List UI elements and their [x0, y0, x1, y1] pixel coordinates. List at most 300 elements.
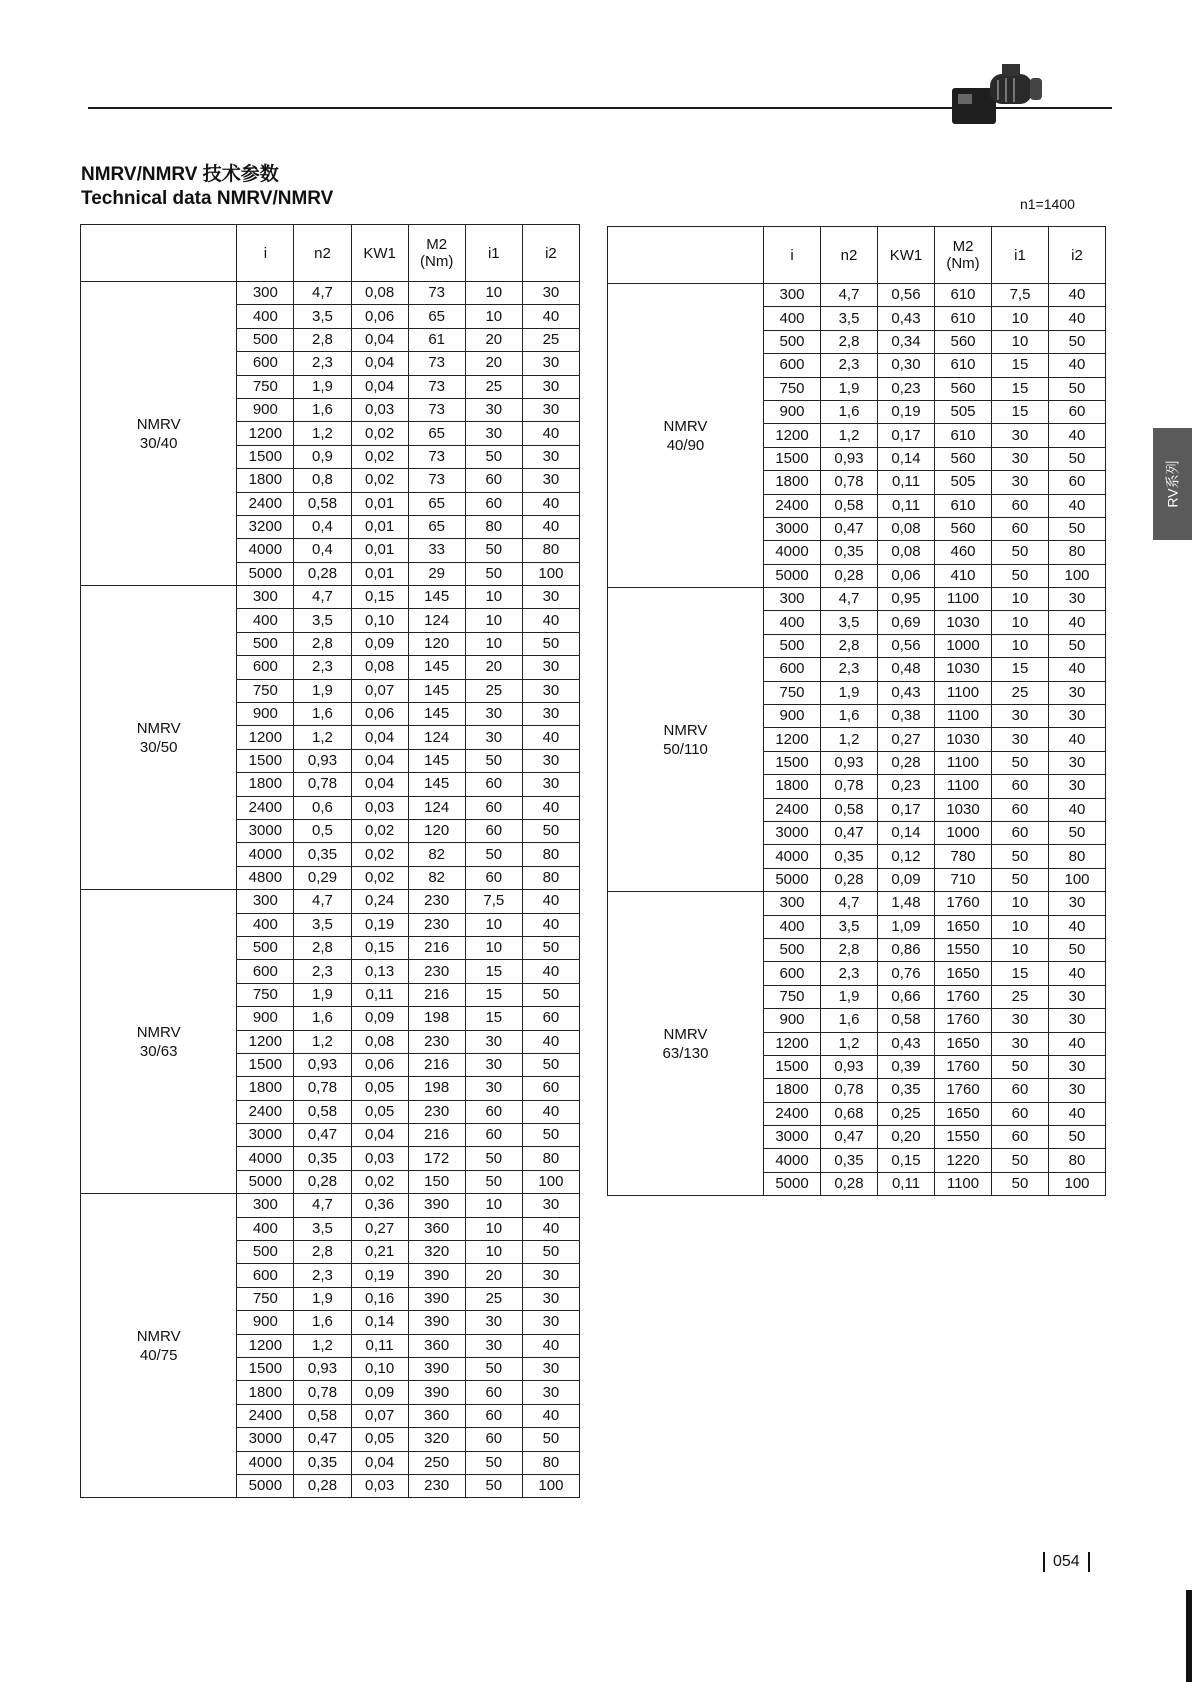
table-cell: 1200	[237, 422, 294, 445]
table-cell: 0,5	[294, 819, 351, 842]
table-cell: 300	[237, 1194, 294, 1217]
table-cell: 50	[992, 845, 1049, 868]
table-cell: 10	[465, 609, 522, 632]
column-header: i	[764, 227, 821, 284]
table-cell: 50	[1049, 1126, 1106, 1149]
table-cell: 30	[522, 1287, 579, 1310]
table-cell: 0,25	[878, 1102, 935, 1125]
table-cell: 145	[408, 586, 465, 609]
table-cell: 600	[764, 354, 821, 377]
table-cell: 80	[522, 539, 579, 562]
table-cell: 400	[237, 1217, 294, 1240]
table-cell: 300	[237, 586, 294, 609]
table-cell: 20	[465, 656, 522, 679]
table-cell: 3000	[237, 1428, 294, 1451]
table-cell: 0,95	[878, 588, 935, 611]
table-cell: 50	[1049, 330, 1106, 353]
table-cell: 30	[522, 398, 579, 421]
table-cell: 4000	[237, 1451, 294, 1474]
table-cell: 40	[522, 515, 579, 538]
table-cell: 1500	[237, 445, 294, 468]
table-cell: 145	[408, 656, 465, 679]
table-cell: 4800	[237, 866, 294, 889]
table-cell: 4,7	[294, 1194, 351, 1217]
table-cell: 50	[465, 749, 522, 772]
table-cell: 0,14	[878, 821, 935, 844]
table-cell: 50	[1049, 821, 1106, 844]
table-cell: 30	[522, 656, 579, 679]
table-cell: 0,17	[878, 798, 935, 821]
table-cell: 1500	[237, 1357, 294, 1380]
table-cell: 0,02	[351, 843, 408, 866]
table-cell: 610	[935, 354, 992, 377]
table-cell: 50	[465, 562, 522, 585]
table-cell: 30	[522, 352, 579, 375]
table-cell: 4000	[764, 541, 821, 564]
table-cell: 30	[1049, 1055, 1106, 1078]
table-cell: 29	[408, 562, 465, 585]
table-cell: 1550	[935, 1126, 992, 1149]
table-cell: 0,76	[878, 962, 935, 985]
table-cell: 1,9	[294, 1287, 351, 1310]
table-cell: 40	[522, 492, 579, 515]
table-cell: 750	[237, 679, 294, 702]
table-cell: 20	[465, 1264, 522, 1287]
table-cell: 5000	[237, 562, 294, 585]
table-cell: 0,03	[351, 796, 408, 819]
table-cell: 40	[1049, 611, 1106, 634]
table-cell: 1200	[764, 424, 821, 447]
table-cell: 150	[408, 1170, 465, 1193]
table-cell: 80	[522, 1147, 579, 1170]
technical-data-table-right	[607, 226, 1106, 1196]
table-cell: 15	[992, 962, 1049, 985]
column-header: KW1	[351, 225, 408, 282]
table-cell: 65	[408, 305, 465, 328]
table-cell: 780	[935, 845, 992, 868]
table-cell: 216	[408, 983, 465, 1006]
table-cell: 0,58	[294, 1404, 351, 1427]
table-cell: 900	[764, 705, 821, 728]
table-cell: 0,06	[351, 703, 408, 726]
table-cell: 1500	[764, 751, 821, 774]
table-cell: 1000	[935, 821, 992, 844]
table-cell: 0,36	[351, 1194, 408, 1217]
table-cell: 230	[408, 960, 465, 983]
table-cell: 50	[522, 936, 579, 959]
table-cell: 600	[237, 656, 294, 679]
table-cell: 50	[1049, 447, 1106, 470]
table-cell: 0,47	[821, 821, 878, 844]
table-cell: 400	[764, 611, 821, 634]
table-cell: 15	[465, 960, 522, 983]
table-cell: 410	[935, 564, 992, 587]
table-cell: 1200	[237, 1334, 294, 1357]
table-cell: 0,15	[351, 936, 408, 959]
table-cell: 1800	[237, 1077, 294, 1100]
table-cell: 15	[992, 400, 1049, 423]
table-cell: 4,7	[821, 284, 878, 307]
table-cell: 15	[992, 658, 1049, 681]
table-cell: 7,5	[465, 890, 522, 913]
table-cell: 0,4	[294, 515, 351, 538]
table-cell: 216	[408, 936, 465, 959]
table-cell: 216	[408, 1053, 465, 1076]
table-cell: 0,05	[351, 1077, 408, 1100]
table-cell: 145	[408, 703, 465, 726]
table-cell: 30	[1049, 751, 1106, 774]
table-cell: 0,09	[878, 868, 935, 891]
table-cell: 505	[935, 471, 992, 494]
table-cell: 0,11	[878, 1172, 935, 1195]
table-cell: 400	[237, 609, 294, 632]
table-cell: 1220	[935, 1149, 992, 1172]
table-cell: 2,3	[821, 658, 878, 681]
table-cell: 1100	[935, 588, 992, 611]
table-cell: 65	[408, 515, 465, 538]
table-cell: 30	[465, 703, 522, 726]
table-cell: 198	[408, 1007, 465, 1030]
table-cell: 30	[522, 445, 579, 468]
table-cell: 1,6	[821, 705, 878, 728]
table-cell: 2400	[237, 1404, 294, 1427]
table-cell: 0,9	[294, 445, 351, 468]
table-cell: 0,47	[821, 1126, 878, 1149]
table-cell: 100	[1049, 868, 1106, 891]
table-cell: 1,6	[821, 1009, 878, 1032]
table-cell: 4000	[237, 1147, 294, 1170]
table-cell: 1800	[237, 773, 294, 796]
table-cell: 25	[522, 328, 579, 351]
table-cell: 0,01	[351, 562, 408, 585]
table-cell: 5000	[237, 1170, 294, 1193]
header-model-cell	[81, 225, 237, 282]
table-cell: 0,19	[351, 913, 408, 936]
table-cell: 1200	[764, 1032, 821, 1055]
table-cell: 1,9	[294, 679, 351, 702]
table-cell: 50	[992, 1172, 1049, 1195]
table-cell: 0,35	[294, 1147, 351, 1170]
table-cell: 40	[522, 960, 579, 983]
page-number	[1043, 1552, 1090, 1572]
table-cell: 0,78	[294, 1077, 351, 1100]
table-cell: 3200	[237, 515, 294, 538]
table-cell: 2,3	[294, 352, 351, 375]
table-cell: 10	[992, 938, 1049, 961]
table-cell: 1,9	[294, 375, 351, 398]
table-cell: 124	[408, 726, 465, 749]
table-cell: 0,93	[294, 749, 351, 772]
table-cell: 1,6	[294, 1311, 351, 1334]
table-cell: 60	[465, 492, 522, 515]
table-cell: 10	[465, 586, 522, 609]
table-cell: 0,30	[878, 354, 935, 377]
table-cell: 60	[992, 494, 1049, 517]
table-cell: 0,24	[351, 890, 408, 913]
table-cell: 4000	[764, 845, 821, 868]
table-cell: 4000	[237, 843, 294, 866]
table-cell: 100	[522, 1170, 579, 1193]
table-row	[81, 1194, 580, 1217]
table-cell: 0,05	[351, 1100, 408, 1123]
table-cell: 0,06	[878, 564, 935, 587]
table-cell: 0,28	[821, 868, 878, 891]
table-cell: 0,08	[351, 282, 408, 305]
table-cell: 40	[522, 1334, 579, 1357]
table-cell: 0,04	[351, 1124, 408, 1147]
table-cell: 0,4	[294, 539, 351, 562]
table-cell: 0,28	[294, 1170, 351, 1193]
table-cell: 900	[237, 1311, 294, 1334]
table-cell: 300	[237, 282, 294, 305]
table-cell: 230	[408, 1100, 465, 1123]
table-cell: 0,20	[878, 1126, 935, 1149]
table-cell: 560	[935, 377, 992, 400]
table-cell: 145	[408, 749, 465, 772]
gearmotor-image	[950, 50, 1050, 130]
table-cell: 80	[1049, 1149, 1106, 1172]
table-cell: 1,6	[821, 400, 878, 423]
table-cell: 50	[992, 868, 1049, 891]
table-cell: 10	[992, 892, 1049, 915]
table-cell: 0,93	[821, 1055, 878, 1078]
table-cell: 0,02	[351, 445, 408, 468]
table-cell: 25	[465, 1287, 522, 1310]
table-cell: 100	[1049, 564, 1106, 587]
section-tab[interactable]	[1153, 428, 1192, 540]
table-cell: 1,9	[821, 377, 878, 400]
table-cell: 40	[522, 913, 579, 936]
table-cell: 0,35	[878, 1079, 935, 1102]
table-cell: 0,14	[878, 447, 935, 470]
table-cell: 50	[1049, 517, 1106, 540]
table-cell: 0,09	[351, 632, 408, 655]
table-cell: 0,02	[351, 469, 408, 492]
table-cell: 50	[522, 983, 579, 1006]
table-cell: 0,19	[878, 400, 935, 423]
table-cell: 500	[237, 328, 294, 351]
table-cell: 50	[1049, 377, 1106, 400]
column-header: M2 (Nm)	[408, 225, 465, 282]
table-cell: 30	[1049, 1009, 1106, 1032]
table-cell: 10	[465, 1241, 522, 1264]
table-cell: 50	[465, 539, 522, 562]
table-cell: 40	[522, 1404, 579, 1427]
table-cell: 1030	[935, 798, 992, 821]
table-cell: 60	[465, 1404, 522, 1427]
table-cell: 230	[408, 1474, 465, 1497]
table-cell: 1200	[764, 728, 821, 751]
table-cell: 0,58	[821, 798, 878, 821]
table-cell: 2,8	[294, 1241, 351, 1264]
table-cell: 60	[465, 1428, 522, 1451]
table-cell: 320	[408, 1241, 465, 1264]
table-cell: 50	[992, 751, 1049, 774]
model-name-cell: NMRV 40/90	[608, 284, 764, 588]
table-cell: 50	[992, 1055, 1049, 1078]
table-cell: 30	[522, 703, 579, 726]
table-cell: 1,9	[294, 983, 351, 1006]
table-cell: 30	[992, 447, 1049, 470]
table-cell: 30	[522, 1264, 579, 1287]
table-cell: 1650	[935, 962, 992, 985]
table-cell: 2400	[237, 796, 294, 819]
table-cell: 50	[992, 564, 1049, 587]
table-cell: 0,03	[351, 398, 408, 421]
table-cell: 2,8	[821, 938, 878, 961]
table-cell: 2400	[764, 494, 821, 517]
table-cell: 25	[465, 679, 522, 702]
table-cell: 900	[764, 400, 821, 423]
table-cell: 30	[465, 1311, 522, 1334]
table-cell: 4,7	[294, 586, 351, 609]
table-cell: 0,10	[351, 1357, 408, 1380]
table-cell: 1000	[935, 634, 992, 657]
table-cell: 100	[522, 562, 579, 585]
table-cell: 50	[992, 1149, 1049, 1172]
table-cell: 1100	[935, 681, 992, 704]
table-cell: 216	[408, 1124, 465, 1147]
table-cell: 0,03	[351, 1147, 408, 1170]
table-cell: 0,28	[878, 751, 935, 774]
table-cell: 30	[522, 1357, 579, 1380]
table-cell: 60	[465, 773, 522, 796]
table-cell: 100	[522, 1474, 579, 1497]
table-cell: 400	[237, 305, 294, 328]
table-cell: 4,7	[821, 588, 878, 611]
table-row	[608, 892, 1106, 915]
table-cell: 124	[408, 796, 465, 819]
table-cell: 600	[764, 962, 821, 985]
table-cell: 0,04	[351, 1451, 408, 1474]
table-cell: 0,03	[351, 1474, 408, 1497]
table-cell: 80	[522, 866, 579, 889]
table-cell: 10	[465, 632, 522, 655]
model-name-cell: NMRV 40/75	[81, 1194, 237, 1498]
table-cell: 40	[1049, 658, 1106, 681]
table-cell: 900	[764, 1009, 821, 1032]
table-cell: 50	[465, 1474, 522, 1497]
table-cell: 40	[1049, 1032, 1106, 1055]
table-cell: 0,06	[351, 1053, 408, 1076]
table-cell: 0,07	[351, 679, 408, 702]
table-cell: 0,16	[351, 1287, 408, 1310]
table-cell: 25	[465, 375, 522, 398]
table-cell: 82	[408, 843, 465, 866]
table-cell: 2,8	[821, 634, 878, 657]
table-cell: 40	[1049, 494, 1106, 517]
column-header: i1	[992, 227, 1049, 284]
table-cell: 30	[465, 398, 522, 421]
table-cell: 10	[465, 936, 522, 959]
table-cell: 360	[408, 1217, 465, 1240]
table-cell: 0,08	[351, 1030, 408, 1053]
table-cell: 2400	[237, 492, 294, 515]
column-header: i1	[465, 225, 522, 282]
table-cell: 2,8	[821, 330, 878, 353]
table-cell: 10	[992, 330, 1049, 353]
table-cell: 65	[408, 422, 465, 445]
table-cell: 2400	[237, 1100, 294, 1123]
table-cell: 0,6	[294, 796, 351, 819]
table-cell: 600	[764, 658, 821, 681]
table-cell: 0,17	[878, 424, 935, 447]
table-cell: 198	[408, 1077, 465, 1100]
table-cell: 400	[764, 915, 821, 938]
technical-data-table-left	[80, 224, 580, 1498]
table-cell: 1650	[935, 1032, 992, 1055]
table-cell: 50	[465, 843, 522, 866]
table-cell: 0,48	[878, 658, 935, 681]
table-cell: 50	[465, 1147, 522, 1170]
table-cell: 50	[522, 1124, 579, 1147]
table-cell: 0,47	[821, 517, 878, 540]
table-cell: 2400	[764, 798, 821, 821]
table-cell: 50	[465, 1170, 522, 1193]
table-cell: 50	[465, 1451, 522, 1474]
table-cell: 0,14	[351, 1311, 408, 1334]
table-cell: 40	[1049, 915, 1106, 938]
table-cell: 750	[764, 681, 821, 704]
table-cell: 5000	[764, 1172, 821, 1195]
table-cell: 60	[992, 1102, 1049, 1125]
table-cell: 0,8	[294, 469, 351, 492]
table-cell: 30	[522, 1311, 579, 1334]
table-cell: 0,56	[878, 634, 935, 657]
table-cell: 750	[237, 375, 294, 398]
table-cell: 30	[522, 469, 579, 492]
table-cell: 5000	[237, 1474, 294, 1497]
table-cell: 10	[992, 307, 1049, 330]
page-number-bar-left	[1043, 1552, 1045, 1572]
table-cell: 40	[522, 609, 579, 632]
table-cell: 5000	[764, 868, 821, 891]
table-cell: 230	[408, 1030, 465, 1053]
table-cell: 0,35	[821, 1149, 878, 1172]
table-cell: 500	[237, 936, 294, 959]
table-cell: 60	[992, 517, 1049, 540]
table-cell: 1,9	[821, 985, 878, 1008]
table-cell: 0,02	[351, 422, 408, 445]
table-cell: 0,06	[351, 305, 408, 328]
table-cell: 0,47	[294, 1428, 351, 1451]
table-cell: 0,05	[351, 1428, 408, 1451]
table-cell: 3000	[237, 1124, 294, 1147]
table-cell: 73	[408, 398, 465, 421]
table-cell: 40	[522, 890, 579, 913]
table-cell: 30	[522, 1381, 579, 1404]
table-cell: 4,7	[294, 282, 351, 305]
table-cell: 0,02	[351, 866, 408, 889]
table-cell: 0,86	[878, 938, 935, 961]
model-name-cell: NMRV 50/110	[608, 588, 764, 892]
table-cell: 0,11	[878, 471, 935, 494]
table-row	[608, 588, 1106, 611]
table-cell: 30	[522, 679, 579, 702]
table-cell: 500	[764, 634, 821, 657]
table-cell: 1030	[935, 611, 992, 634]
table-cell: 1,2	[294, 422, 351, 445]
table-cell: 30	[1049, 705, 1106, 728]
table-cell: 40	[1049, 962, 1106, 985]
table-cell: 500	[237, 632, 294, 655]
table-cell: 4,7	[294, 890, 351, 913]
table-cell: 40	[522, 305, 579, 328]
table-cell: 505	[935, 400, 992, 423]
table-cell: 30	[465, 726, 522, 749]
table-cell: 0,01	[351, 492, 408, 515]
table-cell: 3000	[764, 517, 821, 540]
